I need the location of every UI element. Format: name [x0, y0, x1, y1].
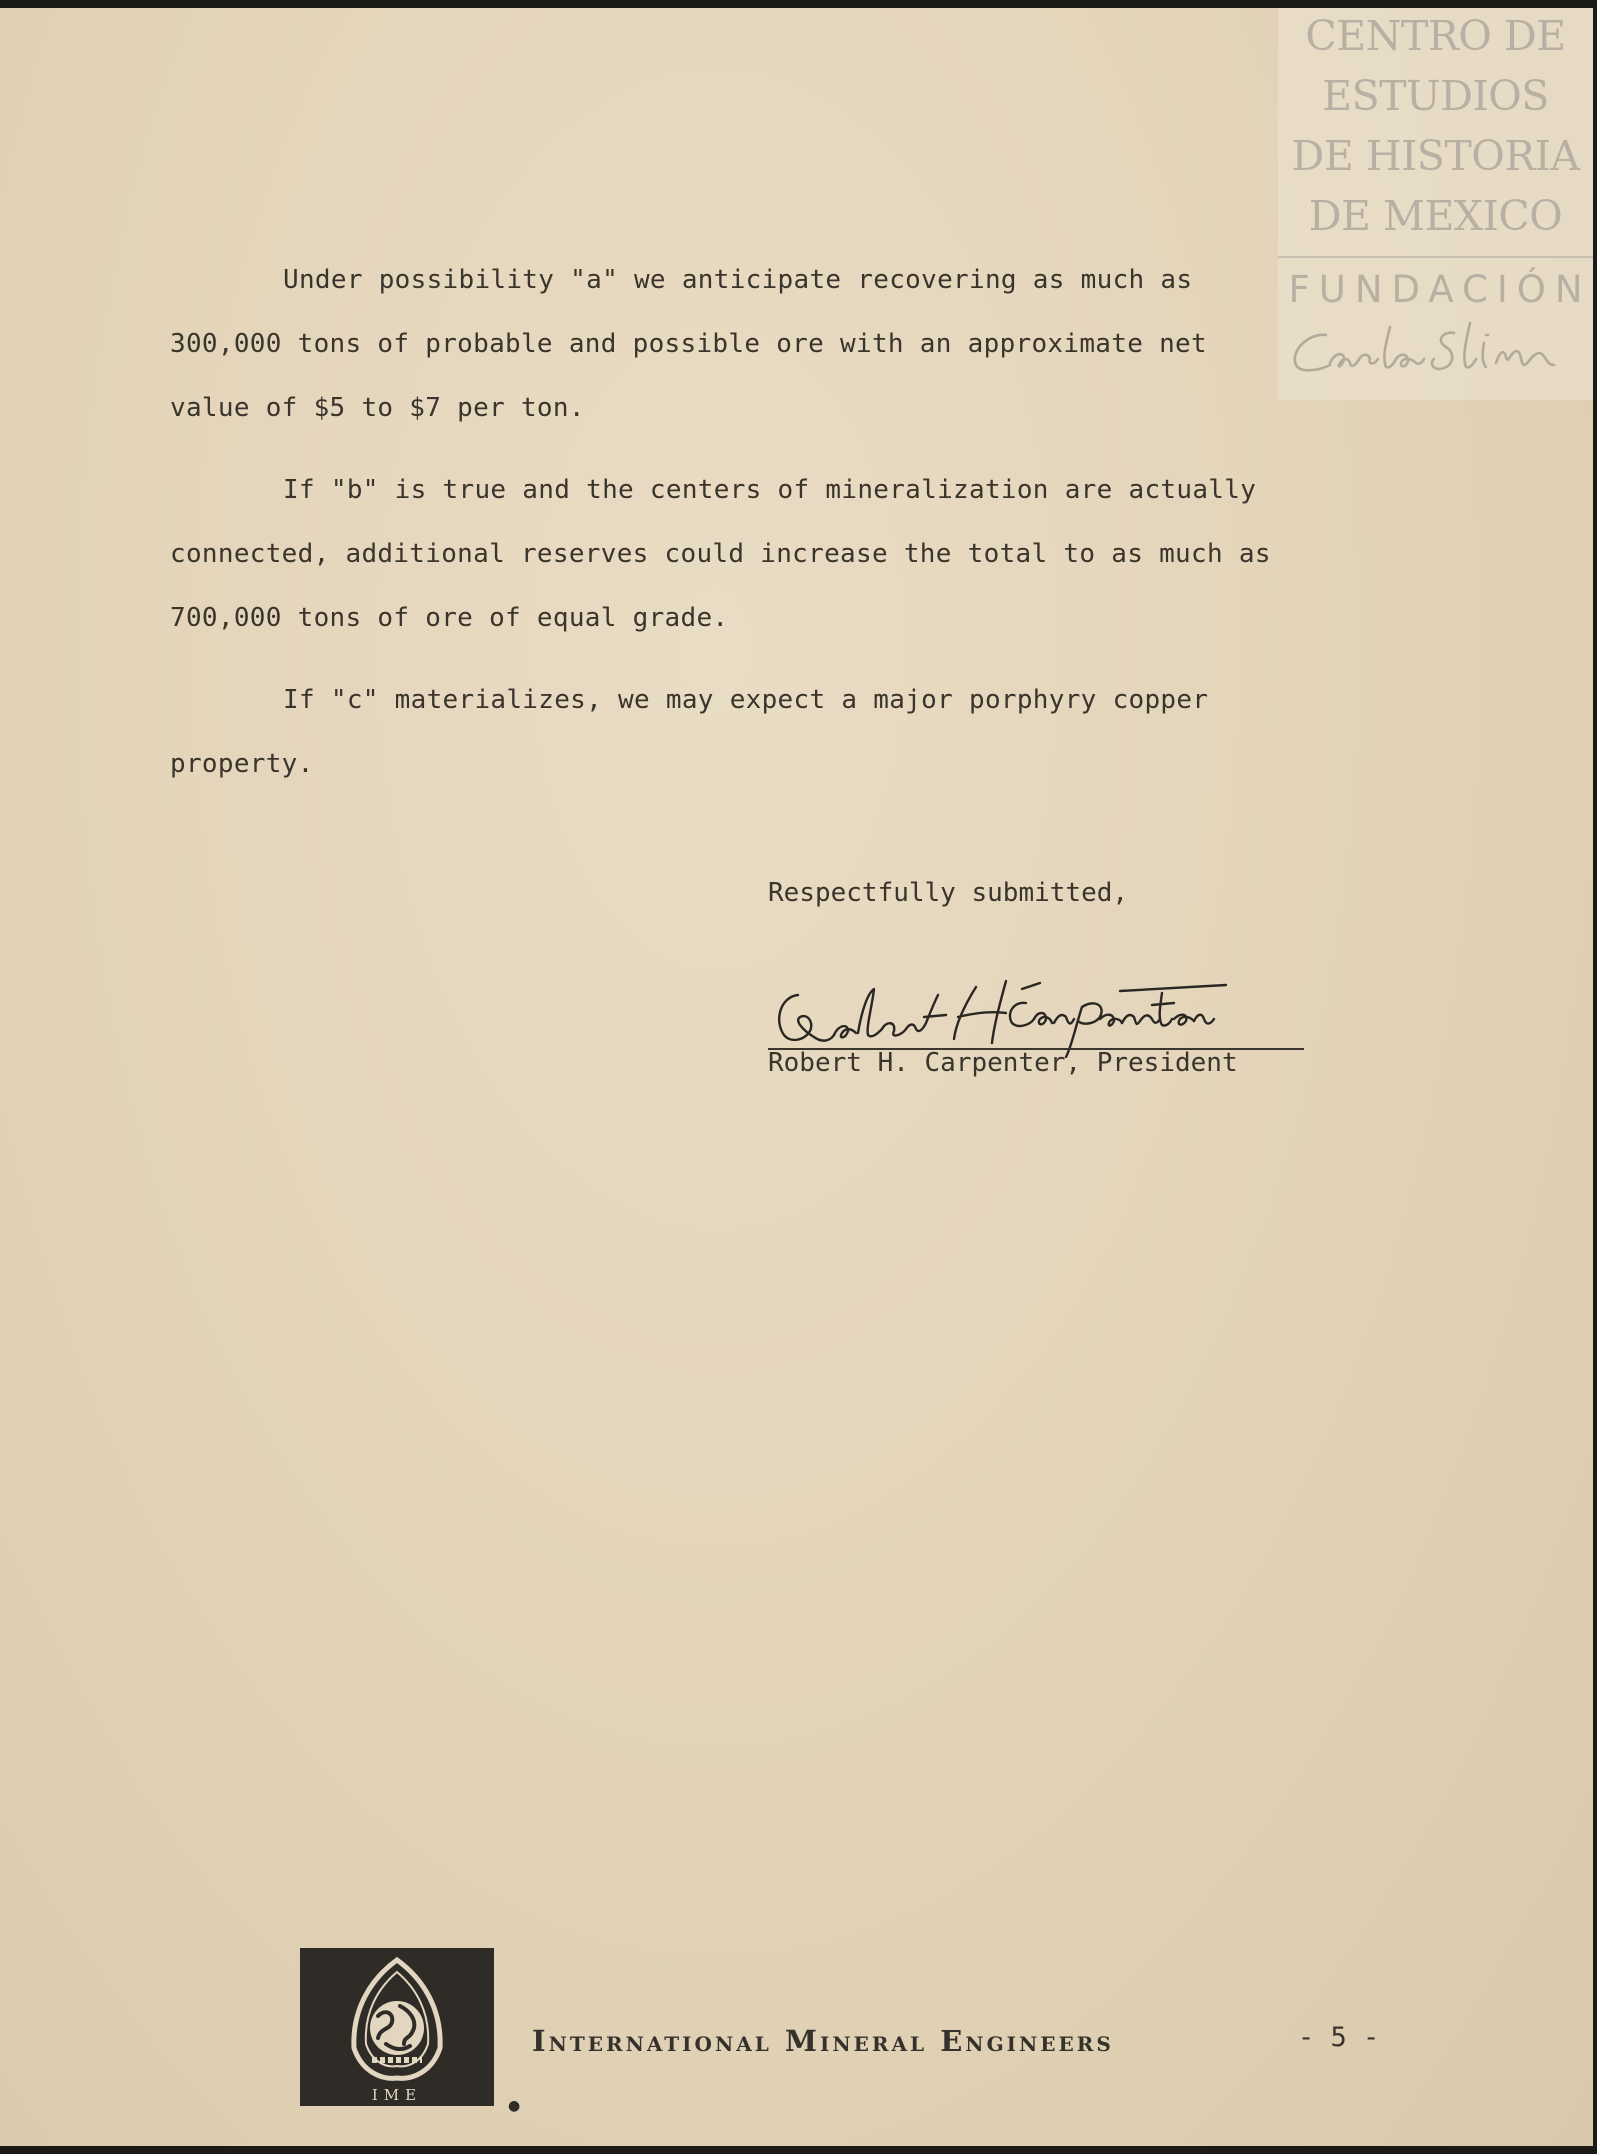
watermark-divider — [1278, 256, 1593, 258]
registered-mark: ● — [508, 2098, 521, 2114]
signer-name-title: Robert H. Carpenter, President — [768, 1048, 1238, 1078]
watermark-line: ESTUDIOS — [1322, 72, 1549, 120]
handwritten-signature-drawing — [770, 973, 1310, 1058]
letter-body — [170, 248, 1290, 814]
logo-text: IME — [371, 2086, 423, 2104]
page-number: - 5 - — [1298, 2022, 1380, 2053]
ime-logo-emblem — [300, 1948, 494, 2106]
ime-logo — [300, 1948, 494, 2106]
paragraph-possibility-a: Under possibility "a" we anticipate recovering as much as 300,000 tons of probable and possible ore with an approximate net value of $5 to $7 per ton. — [170, 265, 1207, 423]
company-name: International Mineral Engineers — [532, 2024, 1114, 2058]
watermark-line: DE MEXICO — [1308, 192, 1563, 240]
watermark-line: CENTRO DE — [1305, 12, 1566, 60]
watermark-line: DE HISTORIA — [1291, 132, 1580, 180]
closing-salutation: Respectfully submitted, — [768, 878, 1129, 908]
watermark-signature — [1278, 313, 1593, 383]
paragraph-possibility-b: If "b" is true and the centers of mineralization are actually connected, additional reserves could increase the total to as much as 700,000 tons of ore of equal grade. — [170, 475, 1271, 633]
watermark-signature-drawing — [1278, 313, 1593, 383]
document-page — [0, 8, 1593, 2146]
watermark-foundation: FUNDACIÓN — [1288, 268, 1592, 311]
watermark-stamp — [1278, 8, 1593, 400]
paragraph-possibility-c: If "c" materializes, we may expect a major porphyry copper property. — [170, 685, 1209, 779]
handwritten-signature — [770, 973, 1310, 1058]
